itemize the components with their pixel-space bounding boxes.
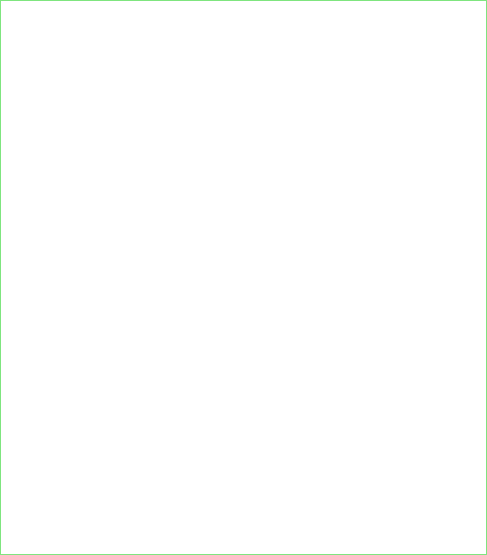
blank-content-area [2, 2, 485, 553]
